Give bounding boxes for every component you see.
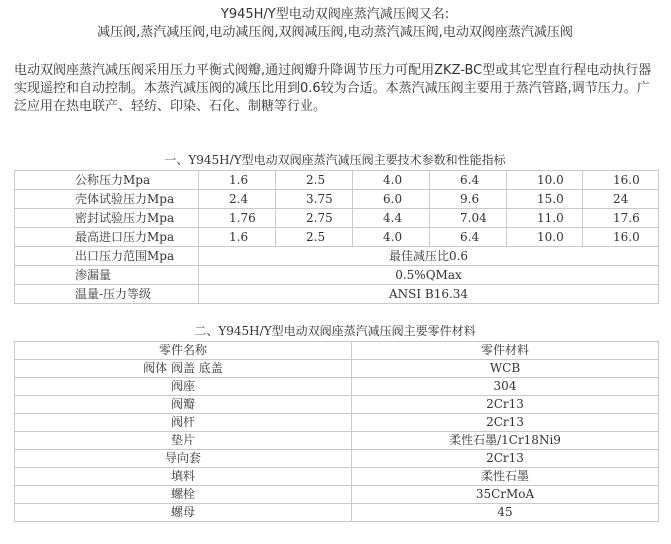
spec-row-label: 温量-压力等级 xyxy=(15,285,199,304)
part-name: 阀瓣 xyxy=(15,396,352,414)
spec-value: 24 xyxy=(583,190,659,209)
spec-span-row xyxy=(15,266,659,285)
material-row xyxy=(15,360,659,378)
part-material: 2Cr13 xyxy=(352,414,659,432)
materials-table-body xyxy=(15,342,659,522)
spec-value: 15.0 xyxy=(507,190,583,209)
spec-value: 6.4 xyxy=(430,228,507,247)
spec-span-value: 0.5%QMax xyxy=(199,266,659,285)
spec-value: 2.5 xyxy=(276,171,353,190)
materials-table-caption: 二、Y945H/Y型电动双阀座蒸汽减压阀主要零件材料 xyxy=(194,324,476,338)
part-material: 2Cr13 xyxy=(352,450,659,468)
part-material: WCB xyxy=(352,360,659,378)
spec-row-label: 密封试验压力Mpa xyxy=(15,209,199,228)
part-material-header: 零件材料 xyxy=(352,342,659,360)
spec-value: 17.6 xyxy=(583,209,659,228)
spec-table xyxy=(14,170,659,304)
page-title: Y945H/Y型电动双阀座蒸汽减压阀又名: xyxy=(220,7,450,22)
spec-value: 4.4 xyxy=(353,209,430,228)
page-header xyxy=(14,6,656,42)
spec-value: 10.0 xyxy=(507,228,583,247)
spec-value: 3.75 xyxy=(276,190,353,209)
spec-value: 16.0 xyxy=(583,171,659,190)
part-material: 304 xyxy=(352,378,659,396)
part-name: 螺栓 xyxy=(15,486,352,504)
spec-row-label: 壳体试验压力Mpa xyxy=(15,190,199,209)
part-material: 柔性石墨 xyxy=(352,468,659,486)
materials-header-row xyxy=(15,342,659,360)
spec-value: 9.6 xyxy=(430,190,507,209)
material-row xyxy=(15,414,659,432)
alias-list: 减压阀,蒸汽减压阀,电动减压阀,双阀减压阀,电动蒸汽减压阀,电动双阀座蒸汽减压阀 xyxy=(97,25,573,40)
part-name: 垫片 xyxy=(15,432,352,450)
part-material: 45 xyxy=(352,504,659,522)
part-name-header: 零件名称 xyxy=(15,342,352,360)
spec-value: 16.0 xyxy=(583,228,659,247)
part-name: 阀座 xyxy=(15,378,352,396)
spec-table-caption: 一、Y945H/Y型电动双阀座蒸汽减压阀主要技术参数和性能指标 xyxy=(164,153,506,167)
part-name: 阀杆 xyxy=(15,414,352,432)
spec-value: 1.6 xyxy=(199,228,276,247)
spec-row-label: 渗漏量 xyxy=(15,266,199,285)
spec-value: 1.76 xyxy=(199,209,276,228)
material-row xyxy=(15,432,659,450)
materials-table xyxy=(14,341,659,522)
part-material: 柔性石墨/1Cr18Ni9 xyxy=(352,432,659,450)
material-row xyxy=(15,450,659,468)
spec-value: 7.04 xyxy=(430,209,507,228)
part-name: 螺母 xyxy=(15,504,352,522)
spec-value: 4.0 xyxy=(353,228,430,247)
spec-value: 2.5 xyxy=(276,228,353,247)
spec-row-label: 最高进口压力Mpa xyxy=(15,228,199,247)
spec-row xyxy=(15,171,659,190)
spec-value: 6.0 xyxy=(353,190,430,209)
spec-row xyxy=(15,228,659,247)
material-row xyxy=(15,504,659,522)
spec-span-value: ANSI B16.34 xyxy=(199,285,659,304)
spec-value: 10.0 xyxy=(507,171,583,190)
spec-span-value: 最佳减压比0.6 xyxy=(199,247,659,266)
part-name: 阀体 阀盖 底盖 xyxy=(15,360,352,378)
spec-value: 11.0 xyxy=(507,209,583,228)
spec-span-row xyxy=(15,247,659,266)
spec-row xyxy=(15,190,659,209)
spec-table-body xyxy=(15,171,659,304)
spec-span-row xyxy=(15,285,659,304)
material-row xyxy=(15,468,659,486)
part-name: 导向套 xyxy=(15,450,352,468)
part-material: 2Cr13 xyxy=(352,396,659,414)
spec-value: 1.6 xyxy=(199,171,276,190)
spec-value: 2.75 xyxy=(276,209,353,228)
material-row xyxy=(15,486,659,504)
spec-row-label: 公称压力Mpa xyxy=(15,171,199,190)
spec-value: 2.4 xyxy=(199,190,276,209)
spec-value: 6.4 xyxy=(430,171,507,190)
part-name: 填料 xyxy=(15,468,352,486)
material-row xyxy=(15,396,659,414)
part-material: 35CrMoA xyxy=(352,486,659,504)
spec-value: 4.0 xyxy=(353,171,430,190)
product-description: 电动双阀座蒸汽减压阀采用压力平衡式阀瓣,通过阀瓣升降调节压力可配用ZKZ-BC型或其它型直行程电动执行器实现遥控和自动控制。本蒸汽减压阀的减压比用到0.6较为合适。本蒸汽减压阀主要用于蒸汽管路,调节压力。广泛应用在热电联产、轻纺、印染、石化、制糖等行业。 xyxy=(14,63,652,114)
spec-row xyxy=(15,209,659,228)
spec-row-label: 出口压力范围Mpa xyxy=(15,247,199,266)
material-row xyxy=(15,378,659,396)
